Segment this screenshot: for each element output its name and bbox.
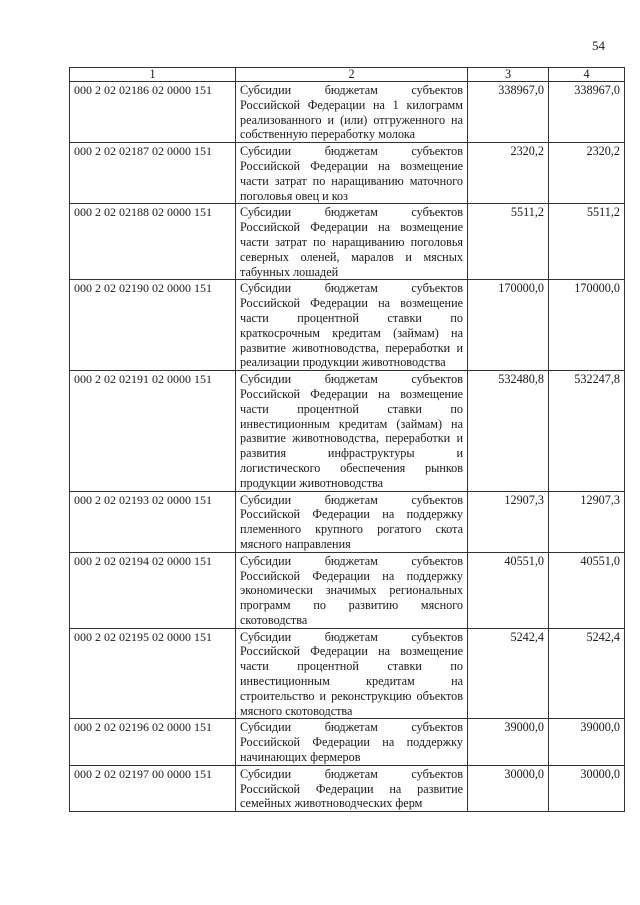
amount-cell: 170000,0 <box>468 280 549 371</box>
amount-cell: 338967,0 <box>549 82 625 143</box>
amount-cell: 39000,0 <box>549 719 625 765</box>
description-cell: Субсидии бюджетам субъектов Российской Федерации на возмещение части затрат по наращиванию поголовья северных оленей, маралов и мясных табунных лошадей <box>236 204 468 280</box>
amount-cell: 170000,0 <box>549 280 625 371</box>
column-header: 1 <box>70 68 236 82</box>
description-cell: Субсидии бюджетам субъектов Российской Федерации на возмещение части процентной ставки по инвестиционным кредитам (займам) на развитие животноводства, переработки и развития инфраструктуры и логистического обеспечения рынков продукции животноводства <box>236 371 468 491</box>
amount-cell: 5242,4 <box>468 628 549 719</box>
table-row <box>70 143 625 204</box>
column-header: 3 <box>468 68 549 82</box>
table-row <box>70 82 625 143</box>
budget-code-cell: 000 2 02 02191 02 0000 151 <box>70 371 236 491</box>
description-cell: Субсидии бюджетам субъектов Российской Федерации на 1 килограмм реализованного и (или) отгруженного на собственную переработку молока <box>236 82 468 143</box>
table-row <box>70 204 625 280</box>
table-row <box>70 552 625 628</box>
amount-cell: 2320,2 <box>468 143 549 204</box>
description-cell: Субсидии бюджетам субъектов Российской Федерации на возмещение части процентной ставки по инвестиционным кредитам на строительство и реконструкцию объектов мясного скотоводства <box>236 628 468 719</box>
amount-cell: 338967,0 <box>468 82 549 143</box>
amount-cell: 2320,2 <box>549 143 625 204</box>
table-row <box>70 280 625 371</box>
table-header-row <box>70 68 625 82</box>
description-cell: Субсидии бюджетам субъектов Российской Федерации на поддержку экономически значимых региональных программ по развитию мясного скотоводства <box>236 552 468 628</box>
budget-code-cell: 000 2 02 02195 02 0000 151 <box>70 628 236 719</box>
table-row <box>70 719 625 765</box>
description-cell: Субсидии бюджетам субъектов Российской Федерации на возмещение части затрат по наращиванию маточного поголовья овец и коз <box>236 143 468 204</box>
budget-code-cell: 000 2 02 02197 00 0000 151 <box>70 765 236 811</box>
amount-cell: 532247,8 <box>549 371 625 491</box>
amount-cell: 30000,0 <box>468 765 549 811</box>
description-cell: Субсидии бюджетам субъектов Российской Федерации на поддержку племенного крупного рогатого скота мясного направления <box>236 491 468 552</box>
description-cell: Субсидии бюджетам субъектов Российской Федерации на поддержку начинающих фермеров <box>236 719 468 765</box>
page-number: 54 <box>592 38 605 53</box>
amount-cell: 12907,3 <box>468 491 549 552</box>
amount-cell: 40551,0 <box>549 552 625 628</box>
amount-cell: 532480,8 <box>468 371 549 491</box>
amount-cell: 12907,3 <box>549 491 625 552</box>
budget-code-cell: 000 2 02 02194 02 0000 151 <box>70 552 236 628</box>
table-row <box>70 491 625 552</box>
description-cell: Субсидии бюджетам субъектов Российской Федерации на развитие семейных животноводческих ферм <box>236 765 468 811</box>
table-row <box>70 371 625 491</box>
column-header: 4 <box>549 68 625 82</box>
amount-cell: 5242,4 <box>549 628 625 719</box>
table-row <box>70 628 625 719</box>
amount-cell: 40551,0 <box>468 552 549 628</box>
amount-cell: 39000,0 <box>468 719 549 765</box>
amount-cell: 5511,2 <box>549 204 625 280</box>
column-header: 2 <box>236 68 468 82</box>
amount-cell: 30000,0 <box>549 765 625 811</box>
budget-code-cell: 000 2 02 02190 02 0000 151 <box>70 280 236 371</box>
budget-code-cell: 000 2 02 02186 02 0000 151 <box>70 82 236 143</box>
budget-table <box>69 67 625 812</box>
table-row <box>70 765 625 811</box>
budget-code-cell: 000 2 02 02188 02 0000 151 <box>70 204 236 280</box>
description-cell: Субсидии бюджетам субъектов Российской Федерации на возмещение части процентной ставки по краткосрочным кредитам (займам) на развитие животноводства, переработки и реализации продукции животноводства <box>236 280 468 371</box>
budget-code-cell: 000 2 02 02187 02 0000 151 <box>70 143 236 204</box>
budget-code-cell: 000 2 02 02196 02 0000 151 <box>70 719 236 765</box>
budget-code-cell: 000 2 02 02193 02 0000 151 <box>70 491 236 552</box>
amount-cell: 5511,2 <box>468 204 549 280</box>
